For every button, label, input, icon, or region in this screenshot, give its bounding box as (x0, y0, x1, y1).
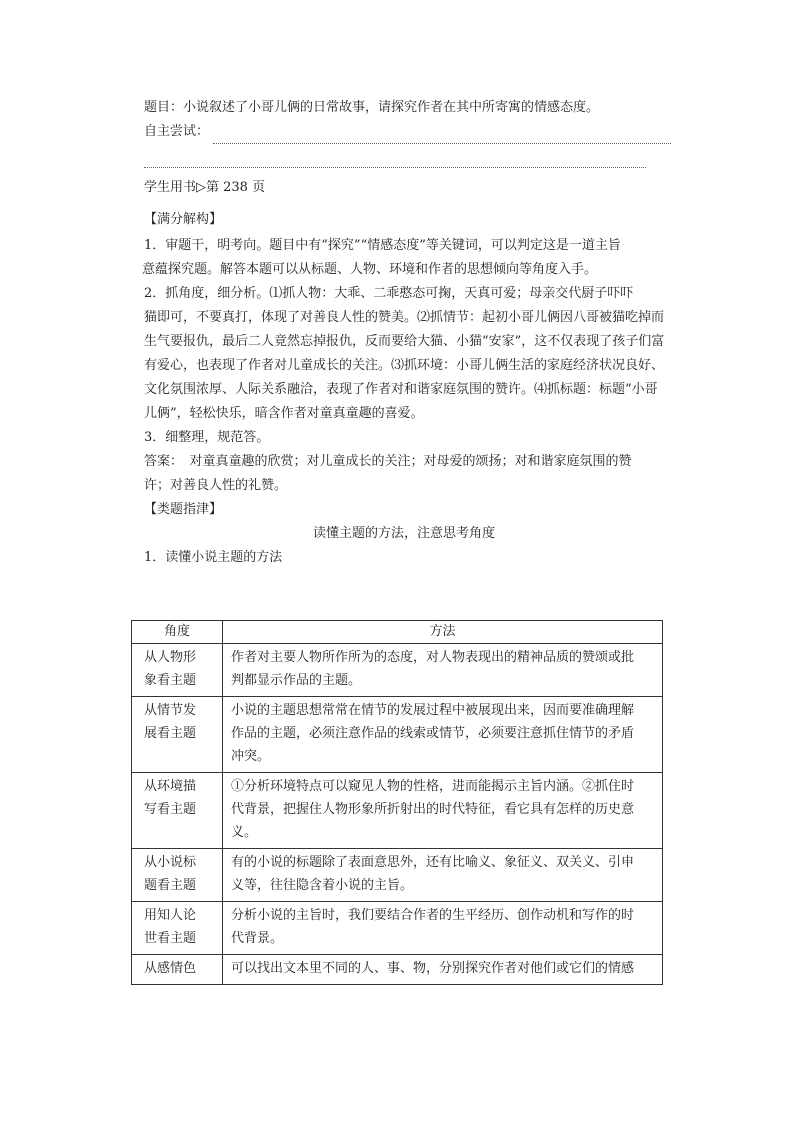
table-row (132, 955, 663, 985)
guide-title: 读懂主题的方法，注意思考角度 (312, 526, 495, 541)
table-row (132, 902, 663, 955)
method-text: 分析小说的主旨时，我们要结合作者的生平经历、创作动机和写作的时 (231, 908, 635, 923)
self-try-label: 自主尝试： (144, 124, 210, 139)
step-2-line-3: 生气要报仇，最后二人竟然忘掉报仇，反而要给大猫、小猫“安家”，这不仅表现了孩子们富 (144, 334, 665, 349)
answer-line-1: 答案： 对童真童趣的欣赏；对儿童成长的关注；对母爱的颂扬；对和谐家庭氛围的赞 (144, 454, 632, 469)
page-reference: 学生用书▷第 238 页 (144, 180, 266, 195)
angle-cell (132, 644, 223, 697)
angle-cell (132, 955, 223, 985)
methods-table (131, 620, 663, 985)
answer-blank-line-2[interactable] (144, 153, 646, 168)
step-2 (144, 282, 664, 426)
method-text: 义。 (231, 825, 258, 840)
document-body (144, 96, 664, 570)
angle-text: 展看主题 (144, 726, 197, 741)
angle-text: 写看主题 (144, 802, 197, 817)
angle-text: 从感情色 (144, 961, 197, 976)
answer-block (144, 450, 664, 498)
section-heading-full-marks: 【满分解构】 (144, 212, 223, 227)
step-1 (144, 234, 664, 282)
method-cell (223, 849, 663, 902)
angle-text: 从情节发 (144, 703, 197, 718)
method-text: ①分析环境特点可以窥见人物的性格，进而能揭示主旨内涵。②抓住时 (231, 779, 635, 794)
angle-cell (132, 849, 223, 902)
angle-cell (132, 902, 223, 955)
step-2-line-6: 儿俩”，轻松快乐，暗含作者对童真童趣的喜爱。 (144, 406, 424, 421)
method-text: 冲突。 (231, 749, 271, 764)
step-3 (144, 426, 664, 450)
angle-cell (132, 697, 223, 773)
table-header-row (132, 621, 663, 644)
table-row (132, 697, 663, 773)
header-method: 方法 (223, 621, 663, 644)
sub-title: 1．读懂小说主题的方法 (144, 550, 283, 565)
table-row (132, 849, 663, 902)
method-cell (223, 644, 663, 697)
step-1-line-2: 意蕴探究题。解答本题可以从标题、人物、环境和作者的思想倾向等角度入手。 (142, 262, 598, 277)
method-text: 判都显示作品的主题。 (231, 673, 362, 688)
step-2-line-2: 猫即可，不要真打，体现了对善良人性的赞美。⑵抓情节：起初小哥儿俩因八哥被猫吃掉而 (144, 310, 665, 325)
step-2-line-5: 文化氛围浓厚、人际关系融洽，表现了作者对和谐家庭氛围的赞许。⑷抓标题：标题“小哥 (144, 382, 658, 397)
method-text: 义等，往往隐含着小说的主旨。 (231, 878, 414, 893)
answer-blank-line[interactable] (213, 129, 671, 144)
angle-cell (132, 773, 223, 849)
step-2-line-4: 有爱心，也表现了作者对儿童成长的关注。⑶抓环境：小哥儿俩生活的家庭经济状况良好、 (144, 358, 665, 373)
self-try-line (144, 120, 664, 144)
table-row (132, 644, 663, 697)
angle-text: 从小说标 (144, 855, 197, 870)
method-cell (223, 773, 663, 849)
answer-line-2: 许；对善良人性的礼赞。 (144, 478, 288, 493)
step-2-line-1: 2．抓角度，细分析。⑴抓人物：大乖、二乖憨态可掬，天真可爱；母亲交代厨子吓吓 (144, 286, 634, 301)
method-text: 有的小说的标题除了表面意思外，还有比喻义、象征义、双关义、引申 (231, 855, 635, 870)
angle-text: 从环境描 (144, 779, 197, 794)
angle-text: 用知人论 (144, 908, 197, 923)
method-cell (223, 955, 663, 985)
method-text: 代背景，把握住人物形象所折射出的时代特征，看它具有怎样的历史意 (231, 802, 635, 817)
method-text: 可以找出文本里不同的人、事、物，分别探究作者对他们或它们的情感 (231, 961, 635, 976)
step-3-line-1: 3．细整理，规范答。 (144, 430, 270, 445)
angle-text: 从人物形 (144, 650, 197, 665)
method-text: 代背景。 (231, 931, 284, 946)
question-text: 题目：小说叙述了小哥儿俩的日常故事，请探究作者在其中所寄寓的情感态度。 (144, 100, 600, 115)
method-text: 小说的主题思想常常在情节的发展过程中被展现出来，因而要准确理解 (231, 703, 635, 718)
angle-text: 题看主题 (144, 878, 197, 893)
method-cell (223, 697, 663, 773)
angle-text: 象看主题 (144, 673, 197, 688)
method-text: 作品的主题，必须注意作品的线索或情节，必须要注意抓住情节的矛盾 (231, 726, 635, 741)
header-angle: 角度 (132, 621, 223, 644)
angle-text: 世看主题 (144, 931, 197, 946)
step-1-line-1: 1．审题干，明考向。题目中有“探究”“情感态度”等关键词，可以判定这是一道主旨 (144, 238, 621, 253)
table-row (132, 773, 663, 849)
method-text: 作者对主要人物所作所为的态度，对人物表现出的精神品质的赞颂或批 (231, 650, 635, 665)
method-cell (223, 902, 663, 955)
section-heading-guide: 【类题指津】 (144, 502, 223, 517)
